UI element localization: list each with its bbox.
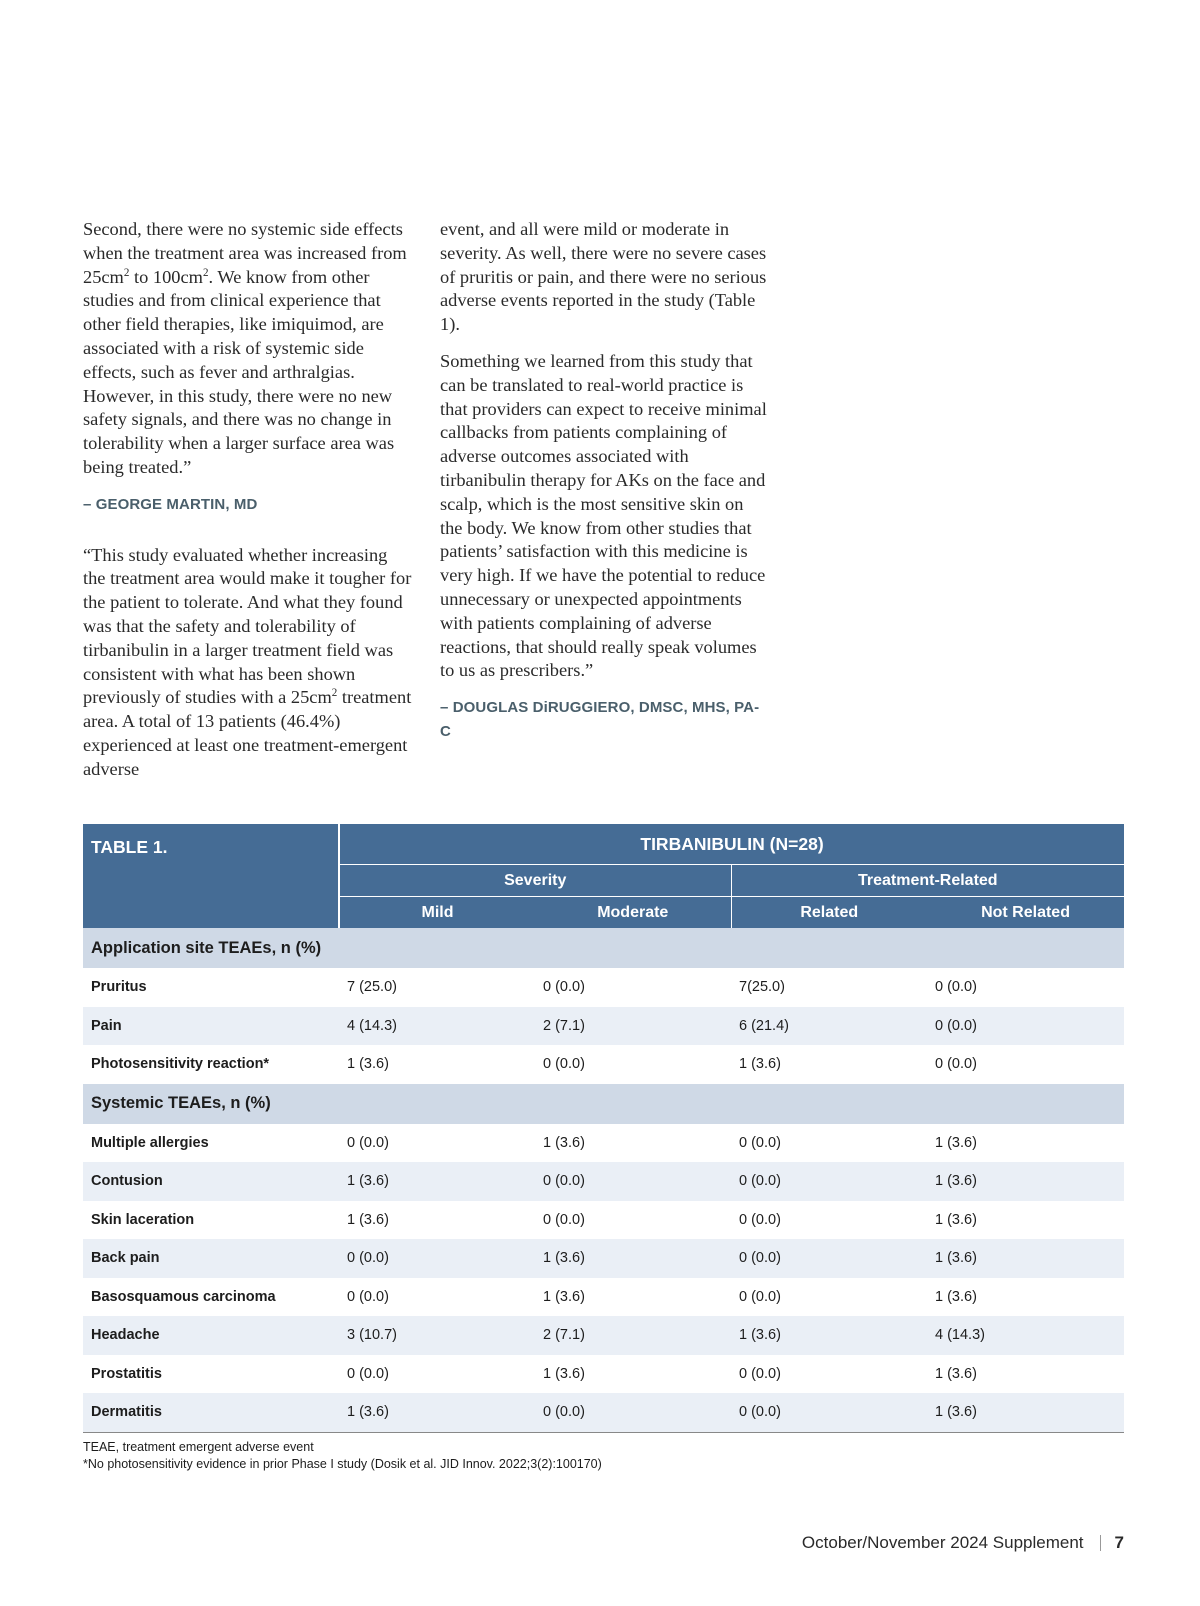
table-title: TABLE 1. (83, 824, 339, 928)
left-column (83, 218, 413, 795)
section-label: Application site TEAEs, n (%) (83, 928, 1124, 968)
row-label: Headache (83, 1316, 339, 1355)
cell-value: 1 (3.6) (739, 1056, 781, 1073)
cell-value: 1 (3.6) (347, 1056, 389, 1073)
right-paragraph-1: event, and all were mild or moderate in severity. As well, there were no severe cases of pruritis or pain, and there were no serious adverse events reported in the study (Table 1). (440, 219, 767, 335)
page-number: 7 (1114, 1533, 1124, 1552)
group-header: TIRBANIBULIN (N=28) (339, 824, 1124, 865)
cell-value: 1 (3.6) (543, 1288, 585, 1305)
footer-divider (1100, 1535, 1101, 1551)
cell-value: 1 (3.6) (935, 1134, 977, 1151)
cell-value: 0 (0.0) (739, 1288, 781, 1305)
cell-value: 0 (0.0) (739, 1134, 781, 1151)
table-note: *No photosensitivity evidence in prior Phase I study (Dosik et al. JID Innov. 2022;3(2):100170) (83, 1456, 602, 1471)
table-row (83, 1393, 1124, 1432)
col-header-related: Related (731, 897, 927, 929)
table-notes (83, 1439, 1124, 1473)
adverse-events-table (83, 824, 1124, 1433)
section-label: Systemic TEAEs, n (%) (83, 1084, 1124, 1124)
subheader-severity: Severity (339, 865, 731, 897)
table-row (83, 1239, 1124, 1278)
issue-label: October/November 2024 Supplement (801, 1533, 1084, 1552)
cell-value: 0 (0.0) (935, 979, 977, 996)
row-label: Back pain (83, 1239, 339, 1278)
section-row (83, 928, 1124, 968)
cell-value: 1 (3.6) (927, 1393, 1124, 1432)
cell-value: 0 (0.0) (543, 1211, 585, 1228)
row-label: Dermatitis (83, 1393, 339, 1432)
table-row (83, 1045, 1124, 1084)
attribution-douglas-diruggiero: – DOUGLAS DiRUGGIERO, DMSC, MHS, PA-C (440, 699, 760, 740)
cell-value: 2 (7.1) (535, 1316, 731, 1355)
row-label: Pruritus (91, 979, 147, 996)
subheader-treatment-related: Treatment-Related (731, 865, 1124, 897)
cell-value: 0 (0.0) (543, 979, 585, 996)
table-1 (83, 824, 1124, 1473)
cell-value: 0 (0.0) (339, 1239, 535, 1278)
cell-value: 1 (3.6) (927, 1239, 1124, 1278)
col-header-not-related: Not Related (927, 897, 1124, 929)
table-body (83, 928, 1124, 1432)
cell-value: 0 (0.0) (731, 1393, 927, 1432)
left-paragraph-1: Second, there were no systemic side effects when the treatment area was increased from $25cm^2$ to $100cm^2$. We know from other studies and from clinical experience that other field therapies, like imiquimod, are associated with a risk of systemic side effects, such as fever and arthralgias. However, in this study, there were no new safety signals, and there was no change in tolerability when a larger surface area was being treated.” (83, 219, 407, 477)
cell-value: 4 (14.3) (339, 1007, 535, 1046)
cell-value: 0 (0.0) (543, 1056, 585, 1073)
cell-value: 1 (3.6) (927, 1162, 1124, 1201)
col-header-mild: Mild (339, 897, 535, 929)
row-label: Prostatitis (91, 1365, 162, 1382)
cell-value: 1 (3.6) (935, 1365, 977, 1382)
row-label: Basosquamous carcinoma (91, 1288, 276, 1305)
cell-value: 1 (3.6) (339, 1393, 535, 1432)
cell-value: 0 (0.0) (731, 1162, 927, 1201)
row-label: Pain (83, 1007, 339, 1046)
cell-value: 1 (3.6) (935, 1211, 977, 1228)
table-row (83, 1201, 1124, 1240)
col-header-moderate: Moderate (535, 897, 731, 929)
cell-value: 7(25.0) (739, 979, 785, 996)
table-row (83, 1316, 1124, 1355)
row-label: Photosensitivity reaction* (91, 1056, 270, 1073)
table-row (83, 1124, 1124, 1163)
cell-value: 0 (0.0) (535, 1393, 731, 1432)
row-label: Multiple allergies (91, 1134, 209, 1151)
table-row (83, 1355, 1124, 1394)
cell-value: 1 (3.6) (731, 1316, 927, 1355)
cell-value: 0 (0.0) (731, 1239, 927, 1278)
right-paragraph-2: Something we learned from this study that can be translated to real-world practice is that providers can expect to receive minimal callbacks from patients complaining of adverse outcomes associated with tirbanibulin therapy for AKs on the face and scalp, which is the most sensitive skin on the body. We know from other studies that patients’ satisfaction with this medicine is very high. If we have the potential to reduce unnecessary or unexpected appointments with patients complaining of adverse reactions, that should really speak volumes to us as prescribers.” (440, 350, 767, 681)
cell-value: 0 (0.0) (739, 1365, 781, 1382)
attribution-george-martin: – GEORGE MARTIN, MD (83, 495, 258, 513)
table-row (83, 1162, 1124, 1201)
left-paragraph-2: “This study evaluated whether increasing the treatment area would make it tougher for the patient to tolerate. And what they found was that the safety and tolerability of tirbanibulin in a larger treatment field was consistent with what has been shown previously of studies with a $25cm^2$ treatment area. A total of 13 patients (46.4%) experienced at least one treatment-emergent adverse (83, 544, 412, 779)
cell-value: 0 (0.0) (935, 1056, 977, 1073)
page-footer (802, 1533, 1124, 1553)
cell-value: 1 (3.6) (935, 1288, 977, 1305)
cell-value: 1 (3.6) (535, 1239, 731, 1278)
cell-value: 1 (3.6) (339, 1162, 535, 1201)
cell-value: 0 (0.0) (739, 1211, 781, 1228)
cell-value: 1 (3.6) (543, 1134, 585, 1151)
cell-value: 3 (10.7) (339, 1316, 535, 1355)
cell-value: 0 (0.0) (927, 1007, 1124, 1046)
row-label: Contusion (83, 1162, 339, 1201)
table-row (83, 1007, 1124, 1046)
cell-value: 1 (3.6) (347, 1211, 389, 1228)
table-row (83, 968, 1124, 1007)
cell-value: 0 (0.0) (347, 1365, 389, 1382)
cell-value: 7 (25.0) (347, 979, 397, 996)
cell-value: 6 (21.4) (731, 1007, 927, 1046)
row-label: Skin laceration (91, 1211, 195, 1228)
section-row (83, 1084, 1124, 1124)
right-column (440, 218, 770, 744)
cell-value: 0 (0.0) (347, 1288, 389, 1305)
cell-value: 0 (0.0) (535, 1162, 731, 1201)
table-note: TEAE, treatment emergent adverse event (83, 1439, 314, 1454)
cell-value: 2 (7.1) (535, 1007, 731, 1046)
cell-value: 1 (3.6) (543, 1365, 585, 1382)
table-row (83, 1278, 1124, 1317)
cell-value: 0 (0.0) (347, 1134, 389, 1151)
cell-value: 4 (14.3) (927, 1316, 1124, 1355)
